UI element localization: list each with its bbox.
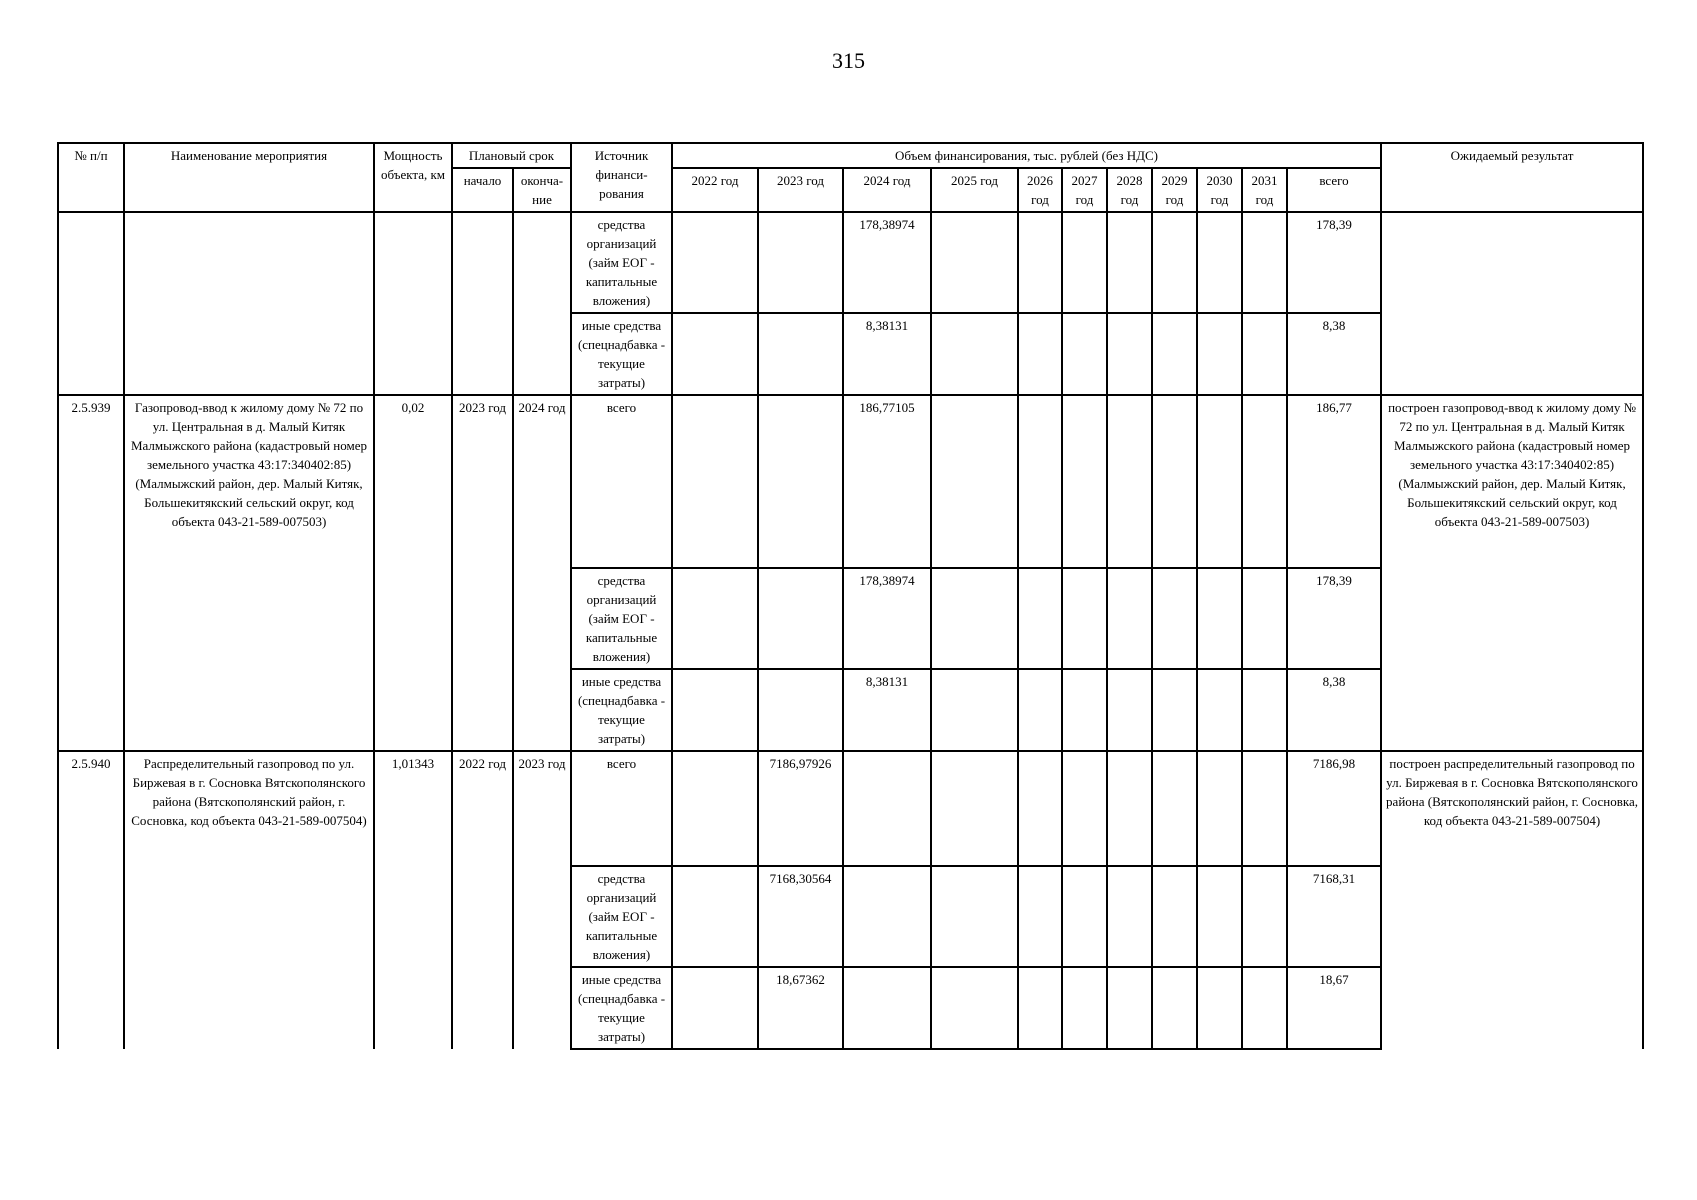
header-year-2031: 2031 год [1242, 168, 1287, 212]
header-year-2024: 2024 год [843, 168, 931, 212]
cell-end: 2024 год [513, 395, 571, 751]
cell-num [58, 212, 124, 395]
cell-source: средства организаций (займ ЕОГ - капитальные вложения) [571, 212, 672, 313]
cell-total: 178,39 [1287, 212, 1381, 313]
cell-source: иные средства (спецнадбавка - текущие затраты) [571, 967, 672, 1049]
header-funding: Объем финансирования, тыс. рублей (без НДС) [672, 143, 1381, 168]
header-year-2030: 2030 год [1197, 168, 1242, 212]
cell-capacity: 0,02 [374, 395, 452, 751]
page-number: 315 [832, 48, 865, 73]
cell-start: 2023 год [452, 395, 513, 751]
header-planned-term: Плановый срок [452, 143, 571, 168]
cell-total: 178,39 [1287, 568, 1381, 669]
cell-source: средства организаций (займ ЕОГ - капитальные вложения) [571, 568, 672, 669]
header-year-2025: 2025 год [931, 168, 1018, 212]
cell-end [513, 212, 571, 395]
header-name: Наименование мероприятия [124, 143, 374, 212]
cell-result: построен распределительный газопровод по ул. Биржевая в г. Сосновка Вятскополянского района (Вятскополянский район, г. Сосновка, код объекта 043-21-589-007504) [1381, 751, 1643, 1049]
header-capacity: Мощность объекта, км [374, 143, 452, 212]
cell-num: 2.5.940 [58, 751, 124, 1049]
header-start: начало [452, 168, 513, 212]
cell-result: построен газопровод-ввод к жилому дому № 72 по ул. Центральная в д. Малый Китяк Малмыжского района (кадастровый номер земельного участка 43:17:340402:85) (Малмыжский район, дер. Малый Китяк, Большекитякский сельский округ, код объекта 043-21-589-007503) [1381, 395, 1643, 751]
header-num: № п/п [58, 143, 124, 212]
cell-total: 7186,98 [1287, 751, 1381, 866]
header-year-2023: 2023 год [758, 168, 843, 212]
cell-source: средства организаций (займ ЕОГ - капитальные вложения) [571, 866, 672, 967]
header-source: Источник финанси-рования [571, 143, 672, 212]
cell-source: всего [571, 395, 672, 568]
cell-2024: 8,38131 [843, 669, 931, 751]
cell-2024: 186,77105 [843, 395, 931, 568]
table-row [58, 212, 1643, 313]
header-end: оконча-ние [513, 168, 571, 212]
cell-capacity: 1,01343 [374, 751, 452, 1049]
header-year-2027: 2027 год [1062, 168, 1107, 212]
header-total: всего [1287, 168, 1381, 212]
cell-name [124, 212, 374, 395]
cell-2024: 8,38131 [843, 313, 931, 395]
cell-name: Газопровод-ввод к жилому дому № 72 по ул. Центральная в д. Малый Китяк Малмыжского района (кадастровый номер земельного участка 43:17:340402:85) (Малмыжский район, дер. Малый Китяк, Большекитякский сельский округ, код объекта 043-21-589-007503) [124, 395, 374, 751]
cell-total: 7168,31 [1287, 866, 1381, 967]
header-year-2022: 2022 год [672, 168, 758, 212]
funding-table [57, 142, 1644, 1050]
cell-capacity [374, 212, 452, 395]
cell-total: 8,38 [1287, 669, 1381, 751]
cell-source: иные средства (спецнадбавка - текущие затраты) [571, 313, 672, 395]
cell-total: 8,38 [1287, 313, 1381, 395]
cell-source: иные средства (спецнадбавка - текущие затраты) [571, 669, 672, 751]
cell-2024: 178,38974 [843, 568, 931, 669]
cell-num: 2.5.939 [58, 395, 124, 751]
cell-2024: 178,38974 [843, 212, 931, 313]
cell-name: Распределительный газопровод по ул. Биржевая в г. Сосновка Вятскополянского района (Вятскополянский район, г. Сосновка, код объекта 043-21-589-007504) [124, 751, 374, 1049]
cell-result [1381, 212, 1643, 395]
table-row [58, 751, 1643, 866]
table-row [58, 395, 1643, 568]
cell-2023: 7186,97926 [758, 751, 843, 866]
cell-total: 186,77 [1287, 395, 1381, 568]
cell-source: всего [571, 751, 672, 866]
cell-start: 2022 год [452, 751, 513, 1049]
cell-start [452, 212, 513, 395]
header-result: Ожидаемый результат [1381, 143, 1643, 212]
header-year-2028: 2028 год [1107, 168, 1152, 212]
header-year-2029: 2029 год [1152, 168, 1197, 212]
cell-total: 18,67 [1287, 967, 1381, 1049]
cell-end: 2023 год [513, 751, 571, 1049]
cell-2023: 7168,30564 [758, 866, 843, 967]
cell-2023: 18,67362 [758, 967, 843, 1049]
header-year-2026: 2026 год [1018, 168, 1062, 212]
